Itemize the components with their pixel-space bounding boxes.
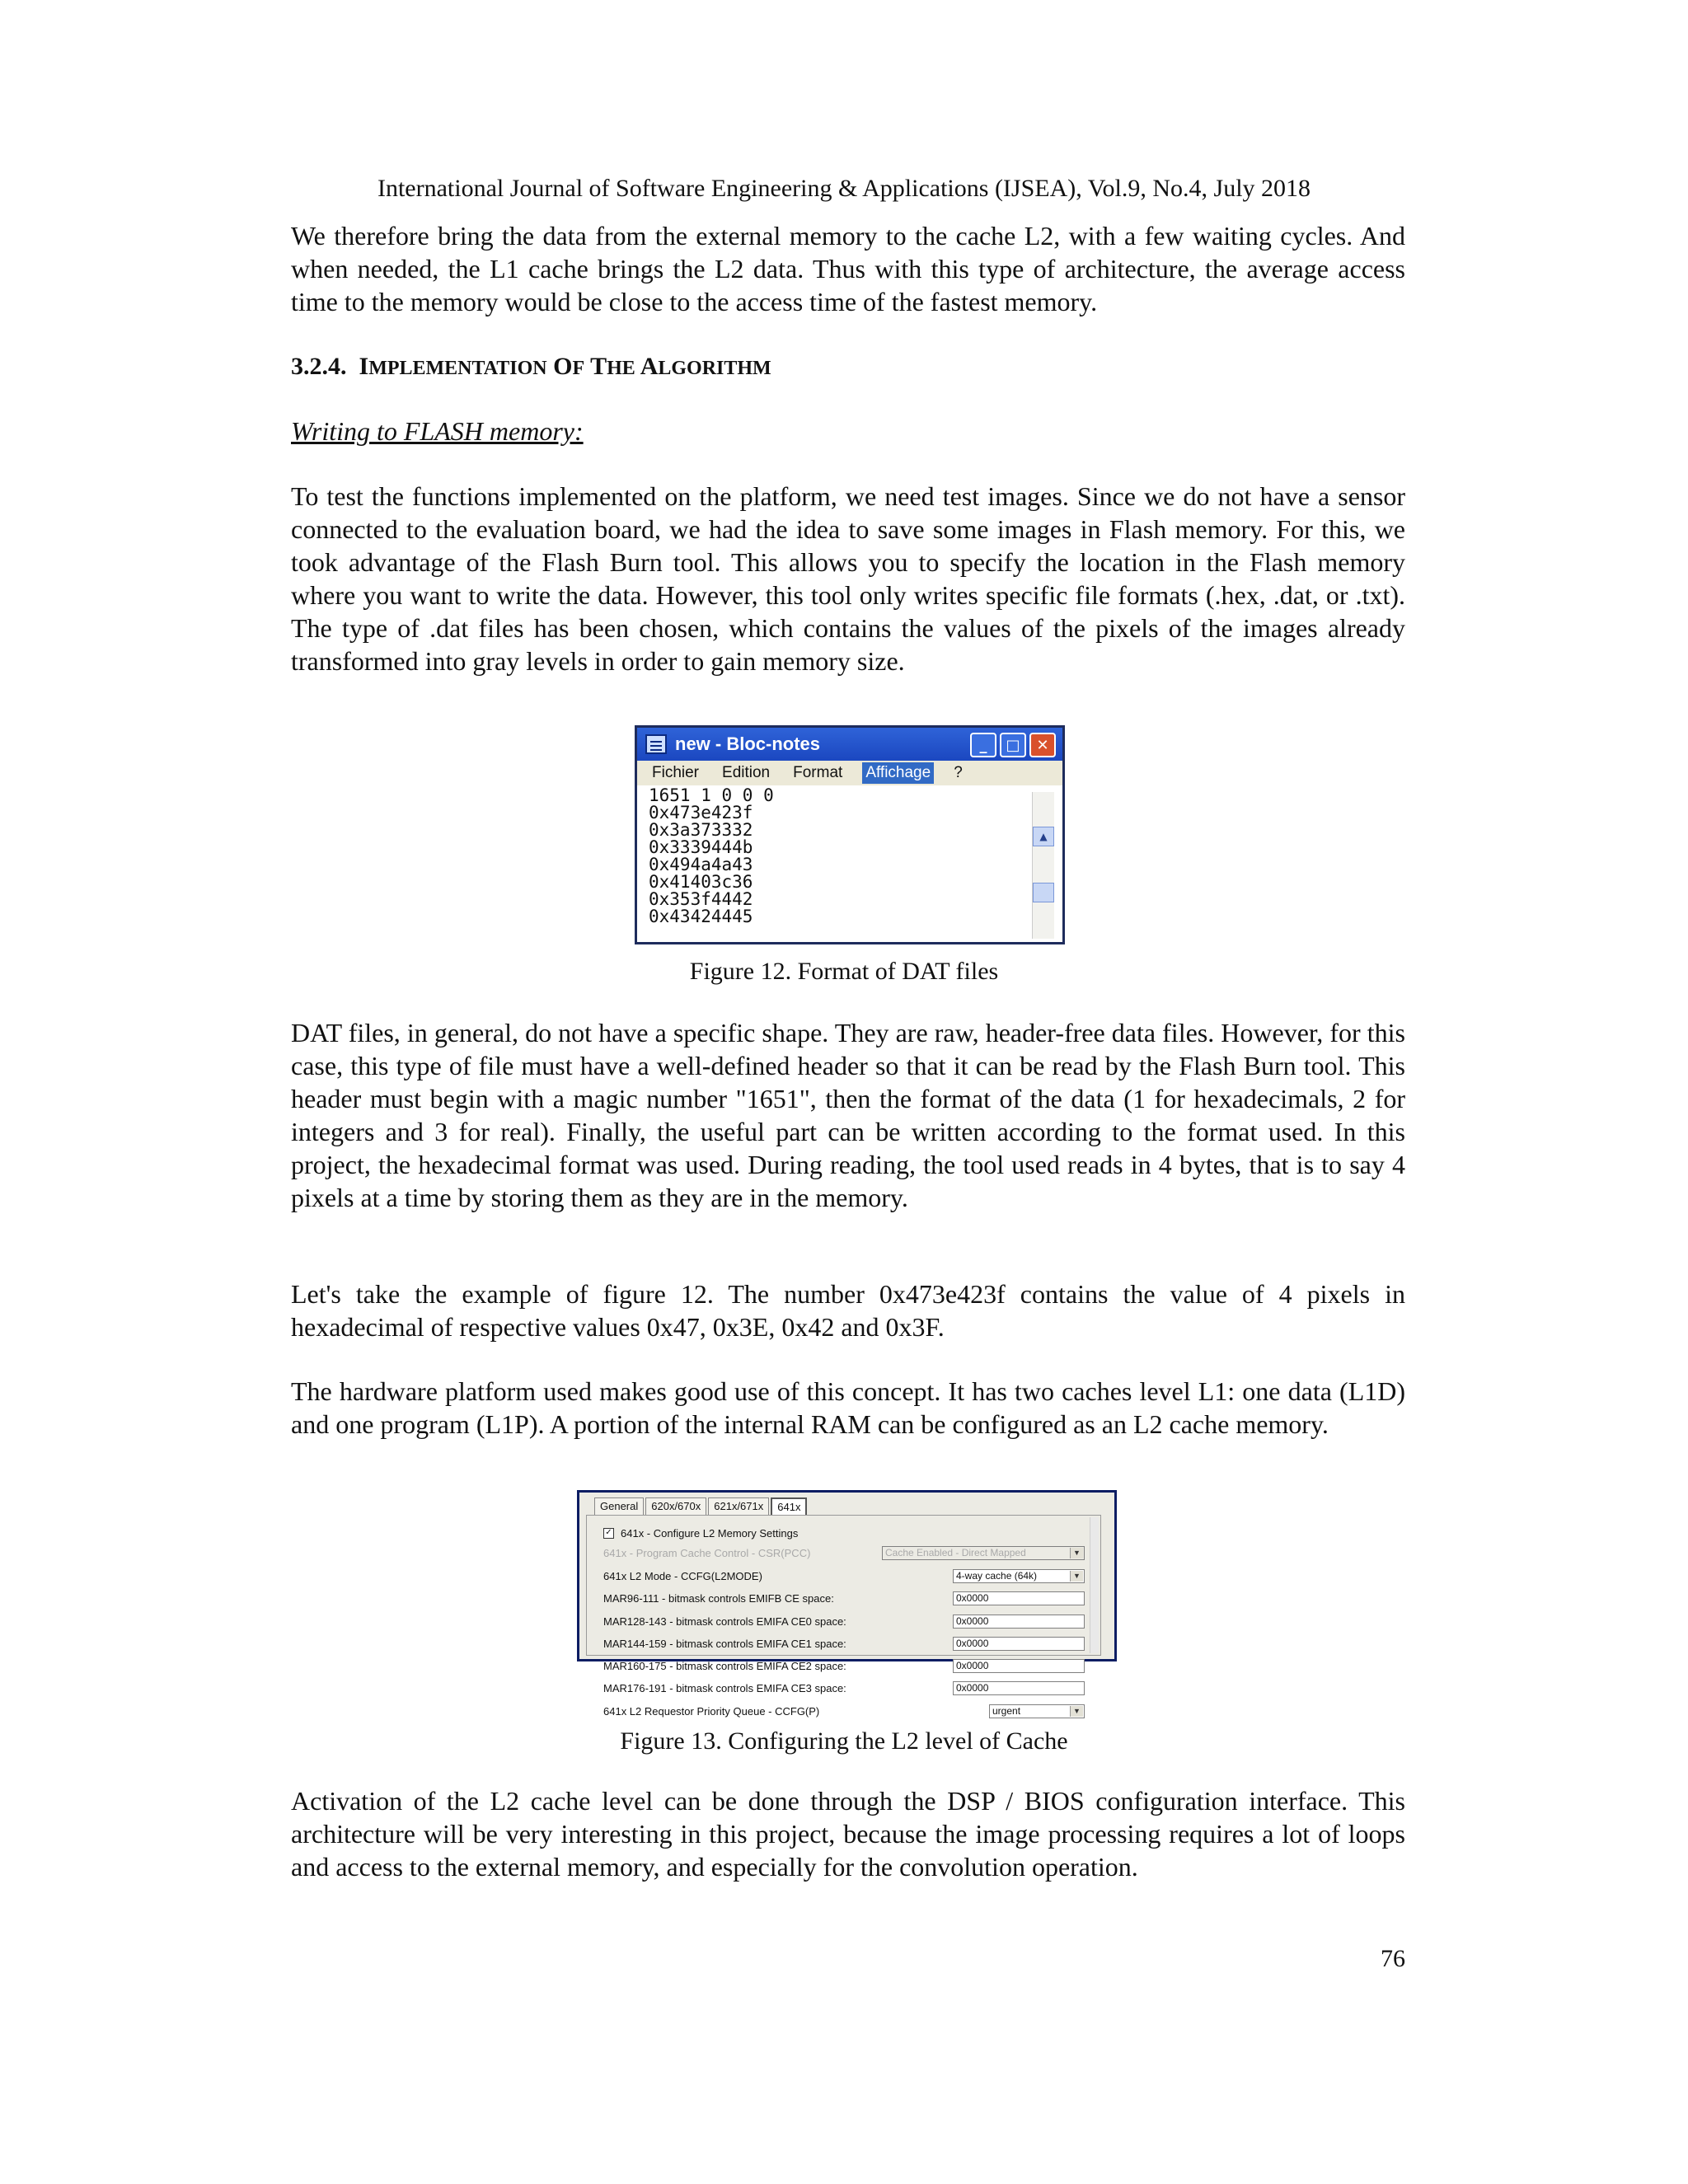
paragraph-4: The hardware platform used makes good use of this concept. It has two caches level L1: one data (L1D) and one program (L1P). A portion of the internal RAM can be configured as an L2 cache memory. bbox=[291, 1376, 1405, 1439]
subheading: Writing to FLASH memory: bbox=[291, 416, 584, 446]
journal-header: International Journal of Software Engineering & Applications (IJSEA), Vol.9, No.4, July 2018 bbox=[377, 175, 1311, 202]
paragraph-3: Let's take the example of figure 12. The number 0x473e423f contains the value of 4 pixels in hexadecimal of respective values 0x47, 0x3E, 0x42 and 0x3F. bbox=[291, 1279, 1405, 1342]
config-row-l2-mode: 641x L2 Mode - CCFG(L2MODE) bbox=[603, 1569, 762, 1582]
notepad-text-area[interactable] bbox=[637, 785, 1062, 942]
dat-line: 0x43424445 bbox=[649, 907, 753, 926]
mar144-input[interactable]: 0x0000 bbox=[953, 1637, 1085, 1651]
config-row-mar144: MAR144-159 - bitmask controls EMIFA CE1 space: bbox=[603, 1637, 846, 1650]
notepad-menubar bbox=[637, 761, 1062, 785]
config-tabs bbox=[594, 1497, 809, 1516]
config-row-program-cache: 641x - Program Cache Control - CSR(PCC) bbox=[603, 1546, 811, 1559]
figure-13-config-dialog bbox=[577, 1490, 1117, 1718]
section-title-word-4: ALGORITHM bbox=[640, 353, 771, 380]
maximize-icon[interactable]: □ bbox=[1000, 733, 1026, 757]
menu-fichier[interactable]: Fichier bbox=[652, 764, 700, 781]
dat-line: 0x41403c36 bbox=[649, 872, 753, 892]
close-icon[interactable]: ✕ bbox=[1029, 733, 1056, 757]
config-row-mar176: MAR176-191 - bitmask controls EMIFA CE3 space: bbox=[603, 1681, 846, 1694]
section-title-word-1: IMPLEMENTATION bbox=[359, 353, 547, 380]
notepad-scrollbar[interactable] bbox=[1032, 792, 1054, 939]
paragraph-2: DAT files, in general, do not have a specific shape. They are raw, header-free data files. However, for this case, this type of file must have a well-defined header so that it can be read by the Flash Burn tool. This header must begin with a magic number "1651", then the format of the data (1 for hexadecimals, 2 for integers and 3 for real). Finally, the useful part can be written according to the format used. In this project, the hexadecimal format was used. During reading, the tool used reads in 4 bytes, that is to say 4 pixels at a time by storing them as they are in the memory. bbox=[291, 1018, 1405, 1212]
figure-12-caption: Figure 12. Format of DAT files bbox=[689, 958, 999, 985]
config-row-mar96: MAR96-111 - bitmask controls EMIFB CE space: bbox=[603, 1591, 834, 1605]
intro-text: We therefore bring the data from the external memory to the cache L2, with a few waiting cycles. And when needed, the L1 cache brings the L2 data. Thus with this type of architecture, the average access time to the memory would be close to the access time of the fastest memory. bbox=[291, 221, 1405, 316]
checkbox-label: 641x - Configure L2 Memory Settings bbox=[621, 1527, 799, 1540]
chevron-down-icon[interactable]: ▼ bbox=[1070, 1706, 1083, 1717]
config-row-mar128: MAR128-143 - bitmask controls EMIFA CE0 space: bbox=[603, 1615, 846, 1628]
notepad-icon bbox=[645, 734, 667, 754]
config-scrollbar[interactable] bbox=[1090, 1517, 1099, 1653]
dat-line: 0x3a373332 bbox=[649, 820, 753, 840]
section-title-word-3: THE bbox=[590, 353, 635, 380]
tab-620x-670x[interactable]: 620x/670x bbox=[645, 1497, 706, 1516]
config-row-priority-queue: 641x L2 Requestor Priority Queue - CCFG(P) bbox=[603, 1704, 820, 1718]
notepad-titlebar bbox=[637, 728, 1062, 761]
chevron-down-icon[interactable]: ▼ bbox=[1070, 1571, 1083, 1582]
checkbox-checked-icon[interactable]: ✓ bbox=[603, 1528, 614, 1539]
tab-general[interactable]: General bbox=[594, 1497, 644, 1516]
scroll-up-icon[interactable]: ▲ bbox=[1033, 827, 1054, 846]
minimize-icon[interactable]: _ bbox=[970, 733, 996, 757]
configure-l2-checkbox-row[interactable] bbox=[603, 1527, 798, 1540]
figure-13-caption: Figure 13. Configuring the L2 level of Cache bbox=[620, 1727, 1068, 1755]
section-title-word-2: OF bbox=[553, 353, 585, 380]
paragraph-1: To test the functions implemented on the platform, we need test images. Since we do not have a sensor connected to the evaluation board, we had the idea to save some images in Flash memory. For this, we took advantage of the Flash Burn tool. This allows you to specify the location in the Flash memory where you want to write the data. However, this tool only writes specific file formats (.hex, .dat, or .txt). The type of .dat files has been chosen, which contains the values of the pixels of the images already transformed into gray levels in order to gain memory size. bbox=[291, 481, 1405, 676]
scroll-thumb[interactable] bbox=[1033, 883, 1054, 902]
l2-mode-select[interactable]: 4-way cache (64k) ▼ bbox=[953, 1569, 1085, 1583]
intro-paragraph bbox=[291, 219, 1405, 318]
menu-help[interactable]: ? bbox=[954, 764, 963, 781]
menu-edition[interactable]: Edition bbox=[722, 764, 771, 781]
dat-line: 0x3339444b bbox=[649, 837, 753, 857]
tab-621x-671x[interactable]: 621x/671x bbox=[708, 1497, 769, 1516]
chevron-down-icon: ▼ bbox=[1070, 1548, 1083, 1558]
section-heading bbox=[291, 353, 771, 381]
mar96-input[interactable]: 0x0000 bbox=[953, 1591, 1085, 1605]
program-cache-select: Cache Enabled - Direct Mapped ▼ bbox=[882, 1546, 1085, 1560]
menu-format[interactable]: Format bbox=[793, 764, 843, 781]
page-number: 76 bbox=[1381, 1945, 1405, 1972]
tab-641x[interactable]: 641x bbox=[771, 1497, 807, 1516]
figure-12-notepad-window bbox=[635, 725, 1065, 944]
notepad-title: new - Bloc-notes bbox=[675, 733, 821, 754]
mar128-input[interactable]: 0x0000 bbox=[953, 1615, 1085, 1629]
section-number: 3.2.4. bbox=[291, 353, 347, 380]
dat-line: 0x494a4a43 bbox=[649, 855, 753, 874]
config-panel bbox=[586, 1515, 1101, 1718]
priority-queue-select[interactable]: urgent ▼ bbox=[989, 1704, 1085, 1718]
menu-affichage[interactable]: Affichage bbox=[862, 762, 934, 784]
dat-line: 0x353f4442 bbox=[649, 889, 753, 909]
config-row-mar160: MAR160-175 - bitmask controls EMIFA CE2 space: bbox=[603, 1659, 846, 1672]
paragraph-5: Activation of the L2 cache level can be done through the DSP / BIOS configuration interface. This architecture will be very interesting in this project, because the image processing requires a lot of loops and access to the external memory, and especially for the convolution operation. bbox=[291, 1786, 1405, 1882]
dat-line: 1651 1 0 0 0 bbox=[649, 785, 774, 805]
mar176-input[interactable]: 0x0000 bbox=[953, 1681, 1085, 1695]
mar160-input[interactable]: 0x0000 bbox=[953, 1659, 1085, 1673]
dat-line: 0x473e423f bbox=[649, 803, 753, 823]
